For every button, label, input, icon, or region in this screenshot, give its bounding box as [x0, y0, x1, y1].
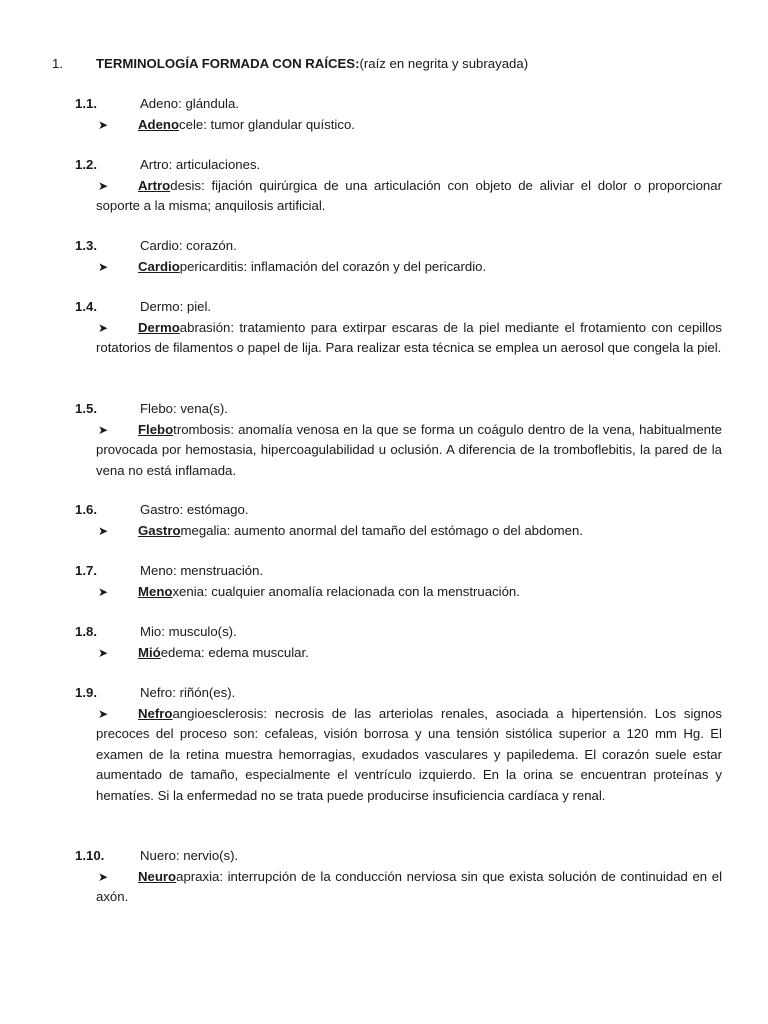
definition-text: pericarditis: inflamación del corazón y del pericardio. [179, 258, 487, 274]
section-number: 1.6. [75, 502, 97, 517]
section-adeno [72, 94, 722, 135]
arrow-bullet-icon: ➤ [98, 584, 109, 599]
section-number: 1.2. [75, 157, 97, 172]
section-number: 1.5. [75, 401, 97, 416]
arrow-bullet-icon: ➤ [98, 178, 109, 193]
root-term: Artro [138, 177, 171, 193]
section-number: 1.8. [75, 624, 97, 639]
section-title: Artro: articulaciones. [140, 157, 261, 172]
definition-text: cele: tumor glandular quístico. [179, 116, 355, 132]
arrow-bullet-icon: ➤ [98, 259, 109, 274]
section-title: Meno: menstruación. [140, 563, 264, 578]
definition [96, 582, 722, 603]
definition [96, 176, 722, 217]
definition-text: xenia: cualquier anomalía relacionada con la menstruación. [172, 583, 520, 599]
section-nefro [72, 683, 722, 806]
section-title: Adeno: glándula. [140, 96, 239, 111]
arrow-bullet-icon: ➤ [98, 117, 109, 132]
definition-text: desis: fijación quirúrgica de una articulación con objeto de aliviar el dolor o proporcionar soporte a la misma; anquilosis artificial. [96, 177, 722, 213]
definition [96, 257, 722, 278]
section-title: Mio: musculo(s). [140, 624, 237, 639]
definition [96, 420, 722, 482]
root-term: Adeno [138, 116, 180, 132]
definition-text: trombosis: anomalía venosa en la que se forma un coágulo dentro de la vena, habitualmente provocada por hemostasia, hipercoagulabilidad u oclusión. A diferencia de la tromboflebitis, la pared de la vena no está inflamada. [96, 421, 722, 478]
definition [96, 643, 722, 664]
root-term: Nefro [138, 705, 173, 721]
section-meno [72, 561, 722, 602]
section-number: 1.3. [75, 238, 97, 253]
section-title: Cardio: corazón. [140, 238, 237, 253]
definition [96, 115, 722, 136]
section-title: Dermo: piel. [140, 299, 212, 314]
root-term: Dermo [138, 319, 180, 335]
section-number: 1.7. [75, 563, 97, 578]
section-number: 1.9. [75, 685, 97, 700]
definition-text: megalia: aumento anormal del tamaño del estómago o del abdomen. [180, 522, 583, 538]
arrow-bullet-icon: ➤ [98, 645, 109, 660]
section-number: 1.4. [75, 299, 97, 314]
arrow-bullet-icon: ➤ [98, 706, 109, 721]
section-number: 1.10. [75, 848, 105, 863]
section-mio [72, 622, 722, 663]
root-term: Meno [138, 583, 173, 599]
definition [96, 867, 722, 908]
root-term: Flebo [138, 421, 174, 437]
definition [96, 704, 722, 807]
definition-text: abrasión: tratamiento para extirpar escaras de la piel mediante el frotamiento con cepillos rotatorios de filamentos o papel de lija. Para realizar esta técnica se emplea un aerosol que congela la piel. [96, 319, 722, 355]
section-cardio [72, 236, 722, 277]
section-title: Flebo: vena(s). [140, 401, 228, 416]
arrow-bullet-icon: ➤ [98, 869, 109, 884]
root-term: Mió [138, 644, 161, 660]
arrow-bullet-icon: ➤ [98, 523, 109, 538]
root-term: Cardio [138, 258, 180, 274]
definition-text: edema: edema muscular. [160, 644, 309, 660]
root-term: Gastro [138, 522, 181, 538]
definition-text: angioesclerosis: necrosis de las arteriolas renales, asociada a hipertensión. Los signos precoces del proceso son: cefaleas, visión borrosa y una tensión sistólica superior a 120 mm Hg. El examen de la retina muestra hemorragias, exudados vasculares y papiledema. El corazón suele estar aumentado de tamaño, especialmente el ventrículo izquierdo. En la orina se encuentran proteínas y hematíes. Si la enfermedad no se trata puede producirse insuficiencia cardíaca y renal. [96, 705, 722, 803]
section-title: Gastro: estómago. [140, 502, 249, 517]
heading-title [96, 54, 528, 75]
section-flebo [72, 399, 722, 481]
arrow-bullet-icon: ➤ [98, 320, 109, 335]
definition [96, 521, 722, 542]
definition [96, 318, 722, 359]
root-term: Neuro [138, 868, 177, 884]
section-dermo [72, 297, 722, 359]
section-number: 1.1. [75, 96, 97, 111]
arrow-bullet-icon: ➤ [98, 422, 109, 437]
heading-title-text: TERMINOLOGÍA FORMADA CON RAÍCES: [96, 56, 360, 71]
section-gastro [72, 500, 722, 541]
heading-note: (raíz en negrita y subrayada) [359, 56, 529, 71]
section-title: Nuero: nervio(s). [140, 848, 239, 863]
section-title: Nefro: riñón(es). [140, 685, 236, 700]
section-artro [72, 155, 722, 217]
definition-text: apraxia: interrupción de la conducción nerviosa sin que exista solución de continuidad en el axón. [96, 868, 722, 904]
section-neuro [72, 846, 722, 908]
heading-number: 1. [52, 56, 63, 71]
